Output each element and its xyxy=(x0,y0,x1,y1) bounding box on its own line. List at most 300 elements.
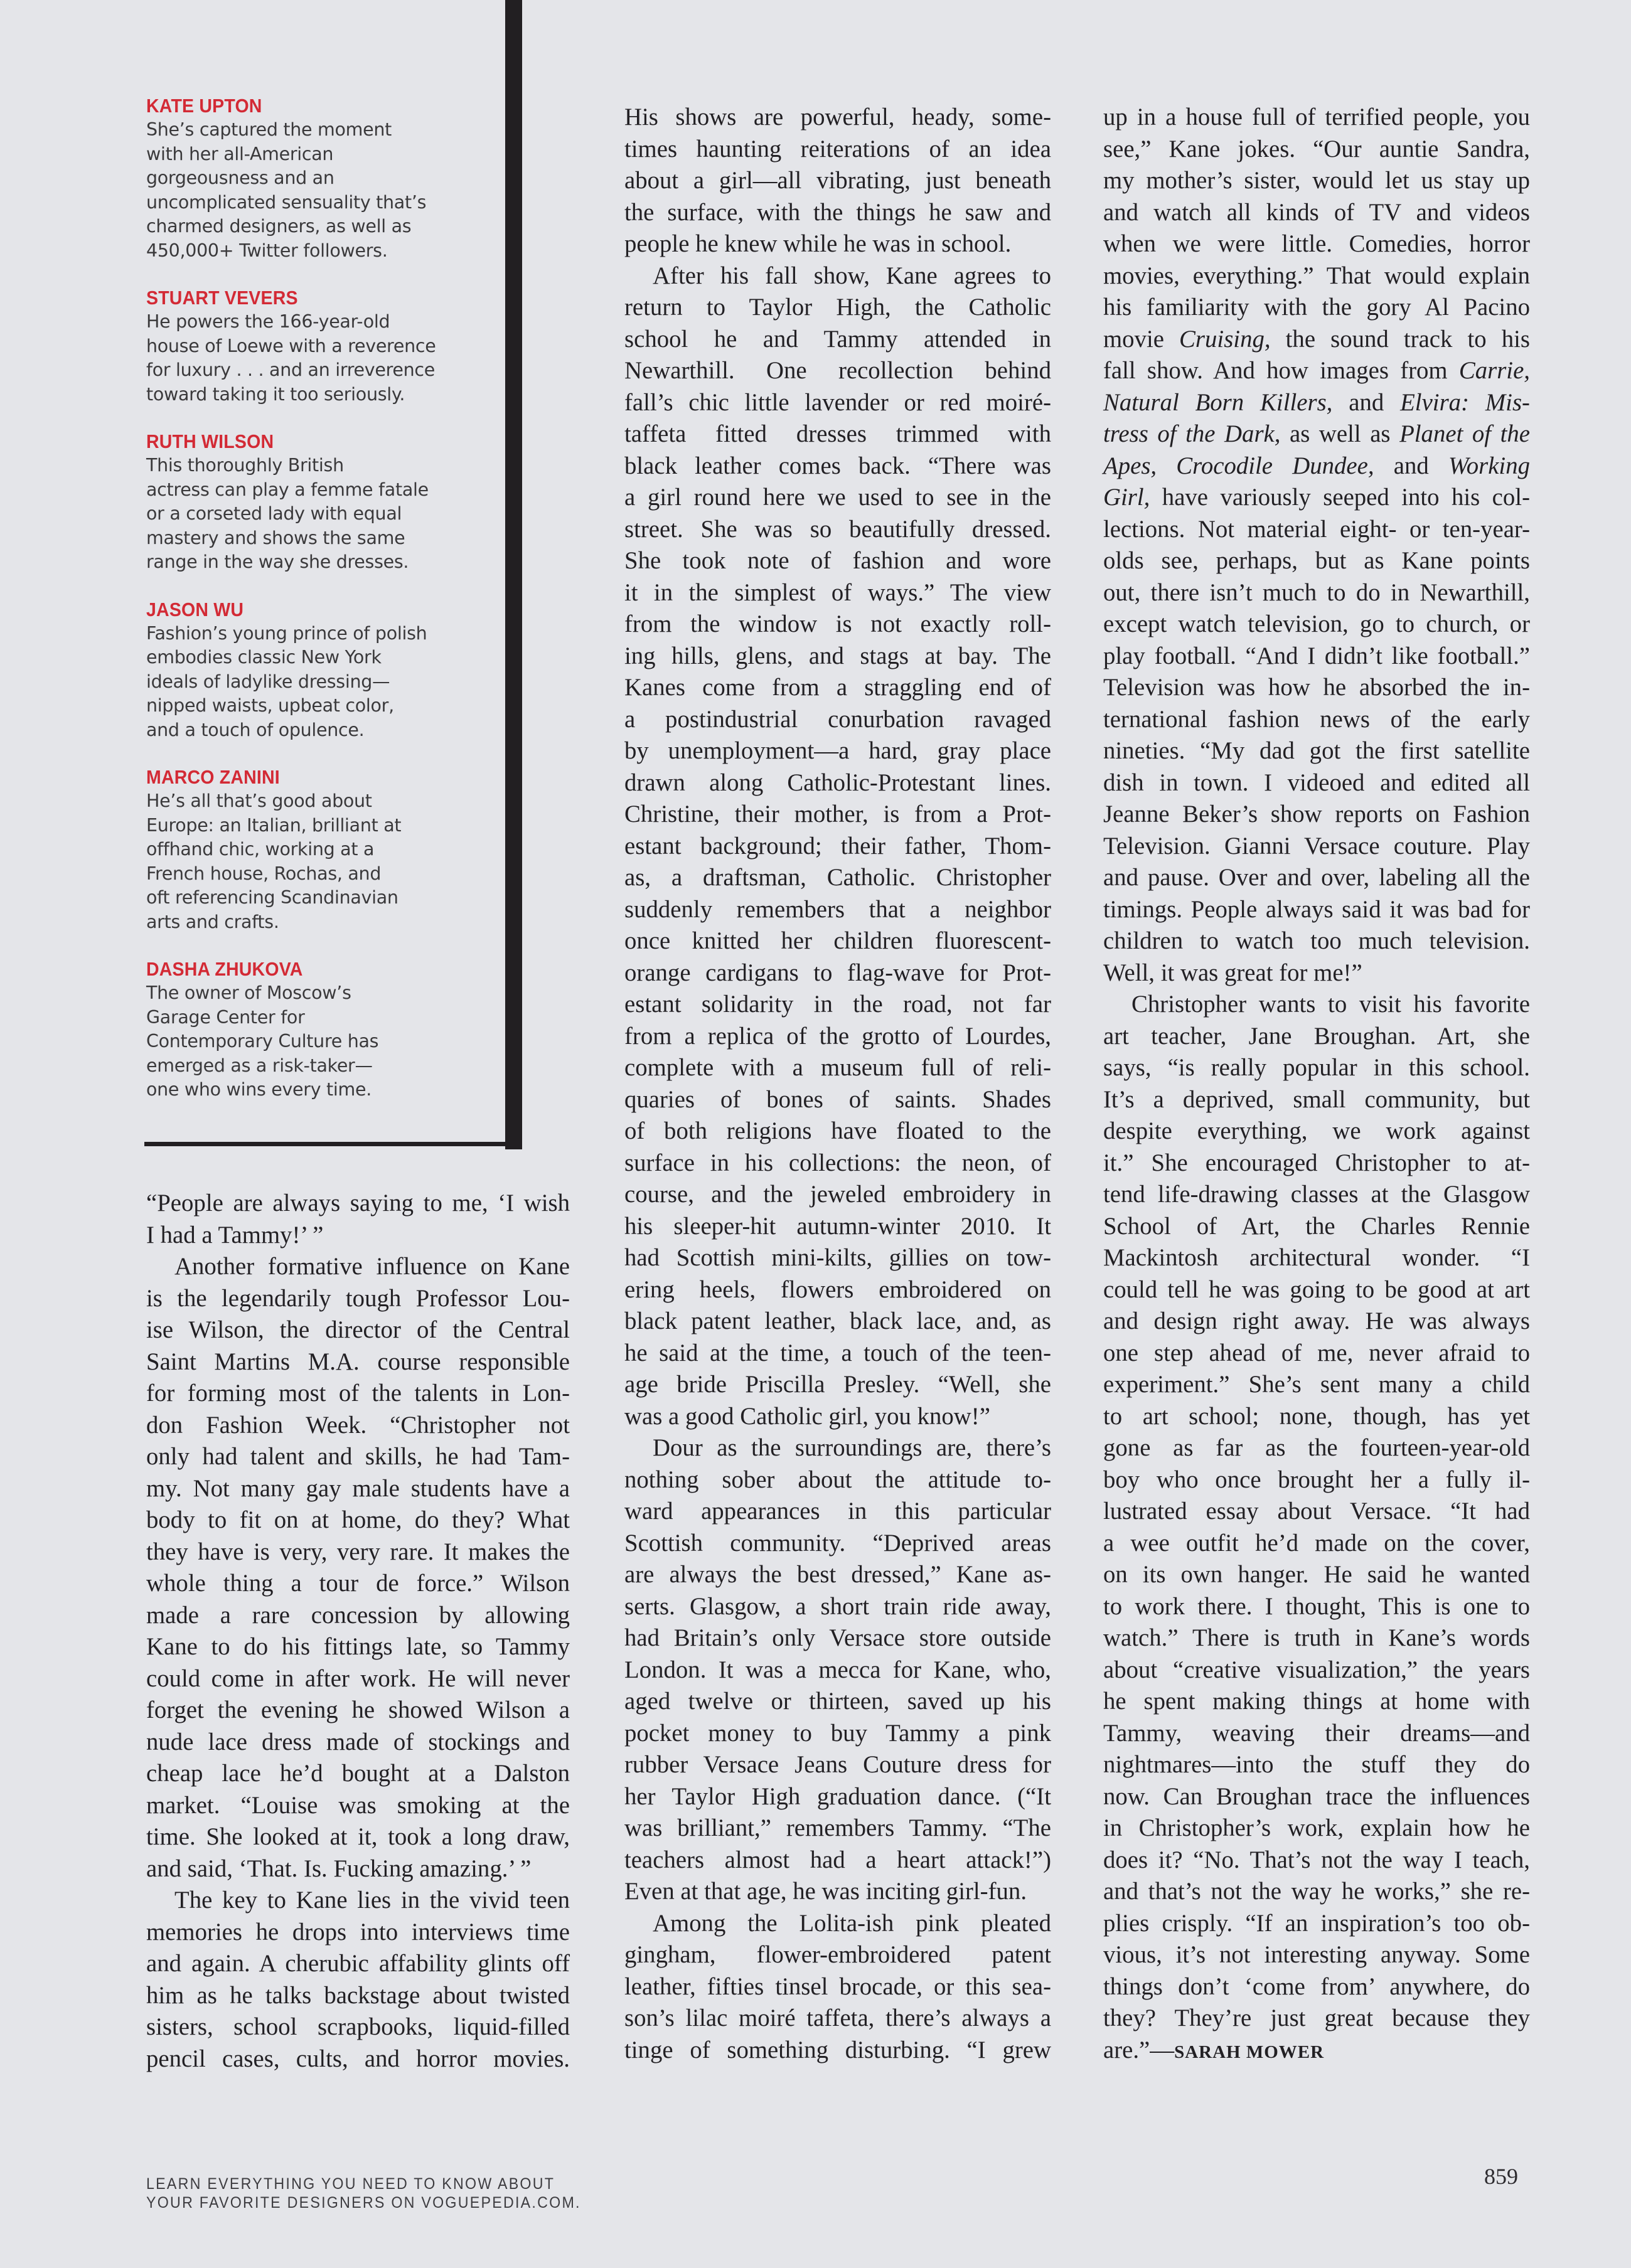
line-text: Tammy, weaving their dreams—and xyxy=(1103,1719,1530,1747)
footer-promo xyxy=(146,2175,581,2212)
line-text: “People are always saying to me, ‘I wish xyxy=(146,1190,570,1217)
line-text: estant solidarity in the road, not far xyxy=(624,991,1051,1018)
article-line xyxy=(624,482,1051,514)
article-line xyxy=(624,1686,1051,1718)
line-text: movie xyxy=(1103,325,1180,353)
italic-title: Planet of the xyxy=(1399,420,1531,447)
sidebar-entry xyxy=(146,598,498,743)
description-line: range in the way she dresses. xyxy=(146,551,409,572)
line-text: Another formative influence on Kane xyxy=(174,1253,570,1280)
article-line xyxy=(146,1441,570,1473)
sidebar-bottom-rule xyxy=(144,1142,522,1146)
line-text: ward appearances in this particular xyxy=(624,1498,1051,1525)
line-text: and watch all kinds of TV and videos xyxy=(1103,198,1530,226)
line-text: tend life-drawing classes at the Glasgow xyxy=(1103,1181,1530,1208)
line-text: The key to Kane lies in the vivid teen xyxy=(174,1887,570,1914)
article-line xyxy=(1103,735,1530,767)
article-line xyxy=(146,1504,570,1536)
article-line xyxy=(1103,672,1530,704)
line-text: return to Taylor High, the Catholic xyxy=(624,294,1051,321)
line-text: and design right away. He was always xyxy=(1103,1307,1530,1334)
description-line: or a corseted lady with equal xyxy=(146,503,402,524)
description-line: nipped waists, upbeat color, xyxy=(146,695,394,716)
line-text: and pause. Over and over, labeling all the xyxy=(1103,864,1530,891)
italic-title: Natural Born Killers, xyxy=(1103,388,1333,416)
line-text: watch.” There is truth in Kane’s words xyxy=(1103,1624,1530,1651)
article-line xyxy=(624,1369,1051,1401)
article-line xyxy=(1103,2003,1530,2035)
footer-promo-line: LEARN EVERYTHING YOU NEED TO KNOW ABOUT xyxy=(146,2175,555,2193)
article-line xyxy=(1103,767,1530,799)
article-line xyxy=(624,989,1051,1021)
description-line: She’s captured the moment xyxy=(146,119,392,140)
line-text: surface in his collections: the neon, of xyxy=(624,1149,1051,1176)
line-text: except watch television, go to church, or xyxy=(1103,610,1530,637)
article-line xyxy=(624,1496,1051,1528)
line-text: says, “is really popular in this school. xyxy=(1103,1054,1530,1081)
article-line xyxy=(624,641,1051,673)
article-line xyxy=(624,165,1051,197)
article-line xyxy=(1103,165,1530,197)
article-line xyxy=(1103,2035,1530,2068)
article-line xyxy=(624,197,1051,229)
line-text: dish in town. I videoed and edited all xyxy=(1103,769,1530,796)
article-line xyxy=(624,1591,1051,1623)
article-line xyxy=(624,1115,1051,1147)
line-text: Kane to do his fittings late, so Tammy xyxy=(146,1633,570,1660)
line-text: quaries of bones of saints. Shades xyxy=(624,1085,1051,1113)
line-text: the surface, with the things he saw and xyxy=(624,198,1051,226)
article-line xyxy=(1103,1401,1530,1433)
description-line: and a touch of opulence. xyxy=(146,719,365,740)
line-text: suddenly remembers that a neighbor xyxy=(624,895,1051,923)
line-text: ering heels, flowers embroidered on xyxy=(624,1275,1051,1303)
sidebar-entry-name: DASHA ZHUKOVA xyxy=(146,958,303,980)
article-line xyxy=(1103,1622,1530,1654)
line-text: movies, everything.” That would explain xyxy=(1103,262,1530,289)
line-text: her Taylor High graduation dance. (“It xyxy=(624,1782,1051,1810)
line-text: a wee outfit he’d made on the cover, xyxy=(1103,1529,1530,1557)
line-text: is the legendarily tough Professor Lou- xyxy=(146,1284,570,1312)
line-text: Well, it was great for me!” xyxy=(1103,959,1362,986)
article-line xyxy=(624,1559,1051,1591)
line-text: nightmares—into the stuff they do xyxy=(1103,1751,1530,1778)
article-line xyxy=(146,1885,570,1917)
article-line xyxy=(1103,1021,1530,1053)
line-text: my. Not many gay male students have a xyxy=(146,1474,570,1502)
article-line xyxy=(624,704,1051,736)
line-text: him as he talks backstage about twisted xyxy=(146,1981,570,2009)
line-text: market. “Louise was smoking at the xyxy=(146,1791,570,1819)
line-text: estant background; their father, Thom- xyxy=(624,832,1051,860)
article-line xyxy=(624,1432,1051,1464)
sidebar-entry-description xyxy=(146,454,498,575)
article-line xyxy=(1103,1464,1530,1496)
article-line xyxy=(146,1568,570,1600)
article-line xyxy=(146,1283,570,1315)
line-text: had Britain’s only Versace store outside xyxy=(624,1624,1051,1651)
sidebar-entry xyxy=(146,957,498,1102)
article-line xyxy=(146,1378,570,1410)
article-line xyxy=(1103,1781,1530,1813)
line-text: son’s lilac moiré taffeta, there’s always a xyxy=(624,2004,1051,2031)
article-line xyxy=(1103,799,1530,831)
line-text: gone as far as the fourteen-year-old xyxy=(1103,1434,1530,1461)
italic-title: Carrie, xyxy=(1458,357,1530,384)
article-line xyxy=(1103,1052,1530,1084)
article-line xyxy=(1103,1084,1530,1116)
line-text: despite everything, we work against xyxy=(1103,1117,1530,1144)
description-line: actress can play a femme fatale xyxy=(146,479,429,500)
article-line xyxy=(1103,1971,1530,2003)
article-line xyxy=(624,1845,1051,1877)
line-text: was brilliant,” remembers Tammy. “The xyxy=(624,1814,1051,1841)
line-text: whole thing a tour de force.” Wilson xyxy=(146,1570,570,1597)
article-line xyxy=(146,1790,570,1822)
article-line xyxy=(146,1473,570,1505)
line-text: street. She was so beautifully dressed. xyxy=(624,515,1051,543)
description-line: French house, Rochas, and xyxy=(146,863,382,884)
line-text: for forming most of the talents in Lon- xyxy=(146,1380,570,1407)
line-text: Jeanne Beker’s show reports on Fashion xyxy=(1103,801,1530,828)
description-line: uncomplicated sensuality that’s xyxy=(146,191,427,213)
line-text: sisters, school scrapbooks, liquid-filled xyxy=(146,2013,570,2040)
article-line xyxy=(1103,482,1530,514)
description-line: mastery and shows the same xyxy=(146,527,405,548)
article-line xyxy=(1103,577,1530,609)
line-text: from a replica of the grotto of Lourdes, xyxy=(624,1022,1051,1050)
line-text: lustrated essay about Versace. “It had xyxy=(1103,1498,1530,1525)
article-line xyxy=(1103,1179,1530,1211)
article-line xyxy=(624,894,1051,926)
article-line xyxy=(1103,1274,1530,1306)
article-column-middle xyxy=(624,102,1051,2066)
line-text: his sleeper-hit autumn-winter 2010. It xyxy=(624,1212,1051,1240)
line-text: memories he drops into interviews time xyxy=(146,1918,570,1946)
article-line xyxy=(624,1654,1051,1686)
line-text: body to fit on at home, do they? What xyxy=(146,1506,570,1533)
line-text: only had talent and skills, he had Tam- xyxy=(146,1443,570,1470)
sidebar-entry-name: STUART VEVERS xyxy=(146,287,298,309)
line-text: serts. Glasgow, a short train ride away, xyxy=(624,1592,1051,1620)
article-line xyxy=(624,1179,1051,1211)
article-line xyxy=(1103,1813,1530,1845)
sidebar-vertical-rule xyxy=(505,0,522,1149)
article-line xyxy=(624,514,1051,546)
description-line: Europe: an Italian, brilliant at xyxy=(146,814,402,836)
line-text: nineties. “My dad got the first satellite xyxy=(1103,737,1530,764)
article-line xyxy=(1103,989,1530,1021)
article-line xyxy=(1103,957,1530,989)
description-line: ideals of ladylike dressing— xyxy=(146,671,390,692)
article-line xyxy=(624,1528,1051,1560)
sidebar-entry-name: MARCO ZANINI xyxy=(146,766,280,788)
description-line: 450,000+ Twitter followers. xyxy=(146,240,388,261)
article-line xyxy=(624,1401,1051,1433)
article-line xyxy=(1103,228,1530,260)
article-line xyxy=(146,1220,570,1252)
article-line xyxy=(1103,704,1530,736)
line-text: play football. “And I didn’t like football.” xyxy=(1103,642,1530,669)
sidebar-entry-description xyxy=(146,622,498,743)
description-line: with her all-American xyxy=(146,143,334,164)
line-text: art teacher, Jane Broughan. Art, she xyxy=(1103,1022,1530,1050)
line-text: rubber Versace Jeans Couture dress for xyxy=(624,1751,1051,1778)
article-line xyxy=(624,228,1051,260)
article-line xyxy=(624,862,1051,894)
line-text: are.”— xyxy=(1103,2036,1175,2063)
page-number: 859 xyxy=(1484,2164,1518,2189)
article-line xyxy=(1103,1876,1530,1908)
article-line xyxy=(624,1622,1051,1654)
line-text: forget the evening he showed Wilson a xyxy=(146,1696,570,1723)
article-line xyxy=(1103,1559,1530,1591)
line-text: Saint Martins M.A. course responsible xyxy=(146,1348,570,1375)
line-text: orange cardigans to flag-wave for Prot- xyxy=(624,959,1051,986)
description-line: gorgeousness and an xyxy=(146,168,334,188)
article-line xyxy=(146,2011,570,2043)
line-text: Mackintosh architectural wonder. “I xyxy=(1103,1244,1530,1271)
article-line xyxy=(146,1346,570,1378)
line-text: fall’s chic little lavender or red moiré- xyxy=(624,388,1051,416)
article-line xyxy=(624,831,1051,863)
article-line xyxy=(146,1600,570,1632)
description-line: The owner of Moscow’s xyxy=(146,982,351,1003)
line-text: pocket money to buy Tammy a pink xyxy=(624,1719,1051,1747)
line-text: to art school; none, though, has yet xyxy=(1103,1402,1530,1430)
sidebar-entry xyxy=(146,286,498,407)
article-line xyxy=(1103,418,1530,450)
article-line xyxy=(624,799,1051,831)
line-text: a girl round here we used to see in the xyxy=(624,484,1051,511)
article-line xyxy=(1103,1718,1530,1750)
sidebar-entry xyxy=(146,430,498,575)
article-line xyxy=(1103,1845,1530,1877)
article-line xyxy=(1103,1306,1530,1338)
article-line xyxy=(1103,894,1530,926)
article-line xyxy=(1103,197,1530,229)
article-line xyxy=(1103,1211,1530,1243)
description-line: toward taking it too seriously. xyxy=(146,383,405,405)
article-line xyxy=(1103,609,1530,641)
line-text: was a good Catholic girl, you know!” xyxy=(624,1402,990,1430)
line-text: age bride Priscilla Presley. “Well, she xyxy=(624,1371,1051,1398)
line-text: and that’s not the way he works,” she re- xyxy=(1103,1878,1530,1905)
article-line xyxy=(1103,134,1530,166)
description-line: oft referencing Scandinavian xyxy=(146,887,398,908)
article-line xyxy=(1103,1528,1530,1560)
article-line xyxy=(624,1338,1051,1370)
line-text: my mother’s sister, would let us stay up xyxy=(1103,167,1530,194)
line-text: they have is very, very rare. It makes the xyxy=(146,1538,570,1565)
description-line: one who wins every time. xyxy=(146,1079,372,1100)
article-column-right xyxy=(1103,102,1530,2068)
line-text: now. Can Broughan trace the influences xyxy=(1103,1782,1530,1810)
article-line xyxy=(624,925,1051,957)
line-text: taffeta fitted dresses trimmed with xyxy=(624,420,1051,447)
line-text: gingham, flower-embroidered patent xyxy=(624,1941,1051,1968)
line-text: once knitted her children fluorescent- xyxy=(624,927,1051,954)
article-line xyxy=(1103,1908,1530,1940)
article-line xyxy=(1103,387,1530,419)
line-text: His shows are powerful, heady, some- xyxy=(624,104,1051,130)
article-line xyxy=(624,1971,1051,2003)
line-text: it in the simplest of ways.” The view xyxy=(624,578,1051,606)
line-text: from the window is not exactly roll- xyxy=(624,610,1051,637)
article-line xyxy=(146,1948,570,1980)
article-line xyxy=(624,292,1051,324)
article-line xyxy=(624,609,1051,641)
line-text: Christopher wants to visit his favorite xyxy=(1131,991,1530,1018)
line-text: boy who once brought her a fully il- xyxy=(1103,1466,1530,1493)
line-text: does it? “No. That’s not the way I teach, xyxy=(1103,1846,1530,1873)
article-column-left xyxy=(146,1188,570,2075)
italic-title: Apes, Crocodile Dundee, xyxy=(1103,452,1374,479)
description-line: emerged as a risk-taker— xyxy=(146,1055,373,1076)
line-text: up in a house full of terrified people, you xyxy=(1103,104,1530,130)
article-line xyxy=(1103,862,1530,894)
article-line xyxy=(624,1242,1051,1274)
line-text: and xyxy=(1332,388,1401,416)
line-text: experiment.” She’s sent many a child xyxy=(1103,1371,1530,1398)
description-line: Contemporary Culture has xyxy=(146,1031,379,1051)
line-text: times haunting reiterations of an idea xyxy=(624,135,1051,162)
article-line xyxy=(1103,450,1530,482)
article-line xyxy=(624,577,1051,609)
article-line xyxy=(624,450,1051,482)
line-text: people he knew while he was in school. xyxy=(624,230,1012,257)
line-text: have variously seeped into his col- xyxy=(1150,484,1530,511)
line-text: school he and Tammy attended in xyxy=(624,325,1051,353)
article-line xyxy=(1103,1654,1530,1686)
article-line xyxy=(624,1147,1051,1179)
article-line xyxy=(1103,1749,1530,1781)
line-text: School of Art, the Charles Rennie xyxy=(1103,1212,1530,1240)
article-line xyxy=(624,1306,1051,1338)
description-line: offhand chic, working at a xyxy=(146,839,375,860)
line-text: teachers almost had a heart attack!”) xyxy=(624,1846,1051,1873)
italic-title: Girl, xyxy=(1103,484,1150,511)
line-text: Even at that age, he was inciting girl-fun. xyxy=(624,1878,1027,1905)
line-text: She took note of fashion and wore xyxy=(624,547,1051,574)
description-line: He’s all that’s good about xyxy=(146,791,372,811)
article-line xyxy=(1103,1939,1530,1971)
line-text: vious, it’s not interesting anyway. Some xyxy=(1103,1941,1530,1968)
line-text: and said, ‘That. Is. Fucking amazing.’ ” xyxy=(146,1855,532,1882)
article-line xyxy=(1103,260,1530,292)
article-line xyxy=(624,1211,1051,1243)
sidebar-entry-name: KATE UPTON xyxy=(146,95,262,117)
article-line xyxy=(146,1536,570,1568)
description-line: house of Loewe with a reverence xyxy=(146,335,436,356)
line-text: in Christopher’s work, explain how he xyxy=(1103,1814,1530,1841)
line-text: about “creative visualization,” the years xyxy=(1103,1656,1530,1683)
line-text: a postindustrial conurbation ravaged xyxy=(624,705,1051,733)
italic-title: Elvira: Mis- xyxy=(1400,388,1530,416)
article-line xyxy=(1103,324,1530,356)
article-line xyxy=(146,1314,570,1346)
line-text: timings. People always said it was bad for xyxy=(1103,895,1530,923)
article-line xyxy=(146,1695,570,1727)
article-line xyxy=(624,387,1051,419)
article-line xyxy=(624,260,1051,292)
article-line xyxy=(1103,1242,1530,1274)
sidebar-entry-name: RUTH WILSON xyxy=(146,430,274,452)
article-line xyxy=(624,1939,1051,1971)
line-text: the sound track to his xyxy=(1270,325,1530,353)
line-text: could come in after work. He will never xyxy=(146,1664,570,1692)
sidebar-entry-description xyxy=(146,310,498,407)
description-line: He powers the 166-year-old xyxy=(146,311,390,332)
article-line xyxy=(624,957,1051,989)
line-text: ternational fashion news of the early xyxy=(1103,705,1530,733)
article-line xyxy=(146,1980,570,2012)
line-text: as well as xyxy=(1280,420,1400,447)
line-text: black leather comes back. “There was xyxy=(624,452,1051,479)
description-line: arts and crafts. xyxy=(146,911,279,932)
article-line xyxy=(624,545,1051,577)
article-line xyxy=(146,1631,570,1663)
line-text: lections. Not material eight- or ten-year- xyxy=(1103,515,1530,543)
article-line xyxy=(1103,1369,1530,1401)
article-line xyxy=(624,134,1051,166)
line-text: when we were little. Comedies, horror xyxy=(1103,230,1530,257)
description-line: Fashion’s young prince of polish xyxy=(146,622,427,644)
description-line: charmed designers, as well as xyxy=(146,216,412,237)
designer-sidebar xyxy=(146,94,498,1126)
line-text: tinge of something disturbing. “I grew xyxy=(624,2036,1051,2063)
article-line xyxy=(624,1084,1051,1116)
line-text: leather, fifties tinsel brocade, or this sea- xyxy=(624,1973,1051,2000)
sidebar-entry xyxy=(146,765,498,934)
line-text: Christine, their mother, is from a Prot- xyxy=(624,801,1051,828)
article-line xyxy=(624,2035,1051,2067)
article-line xyxy=(624,355,1051,387)
line-text: olds see, perhaps, but as Kane points xyxy=(1103,547,1530,574)
line-text: aged twelve or thirteen, saved up his xyxy=(624,1688,1051,1715)
article-line xyxy=(624,1749,1051,1781)
sidebar-entry xyxy=(146,94,498,263)
article-line xyxy=(624,1718,1051,1750)
line-text: Among the Lolita-ish pink pleated xyxy=(653,1909,1051,1937)
line-text: Dour as the surroundings are, there’s xyxy=(653,1434,1051,1461)
description-line: Garage Center for xyxy=(146,1006,305,1028)
line-text: Television. Gianni Versace couture. Play xyxy=(1103,832,1530,860)
article-line xyxy=(1103,1147,1530,1179)
article-line xyxy=(1103,831,1530,863)
article-line xyxy=(146,1188,570,1220)
line-text: he said at the time, a touch of the teen- xyxy=(624,1339,1051,1366)
line-text: ing hills, glens, and stags at bay. The xyxy=(624,642,1051,669)
line-text: Newarthill. One recollection behind xyxy=(624,357,1051,384)
line-text: by unemployment—a hard, gray place xyxy=(624,737,1051,764)
footer-promo-line: YOUR FAVORITE DESIGNERS ON VOGUEPEDIA.COM. xyxy=(146,2194,581,2212)
line-text: they? They’re just great because they xyxy=(1103,2004,1530,2031)
line-text: about a girl—all vibrating, just beneath xyxy=(624,167,1051,194)
sidebar-entry-description xyxy=(146,981,498,1102)
line-text: London. It was a mecca for Kane, who, xyxy=(624,1656,1051,1683)
sidebar-entry-description xyxy=(146,789,498,934)
article-line xyxy=(624,767,1051,799)
article-line xyxy=(624,1274,1051,1306)
description-line: for luxury . . . and an irreverence xyxy=(146,359,435,380)
line-text: plies crisply. “If an inspiration’s too ob- xyxy=(1103,1909,1530,1937)
line-text: and again. A cherubic affability glints off xyxy=(146,1950,570,1977)
line-text: nothing sober about the attitude to- xyxy=(624,1466,1051,1493)
line-text: pencil cases, cults, and horror movies. xyxy=(146,2045,570,2072)
article-line xyxy=(624,1021,1051,1053)
article-line xyxy=(1103,102,1530,134)
